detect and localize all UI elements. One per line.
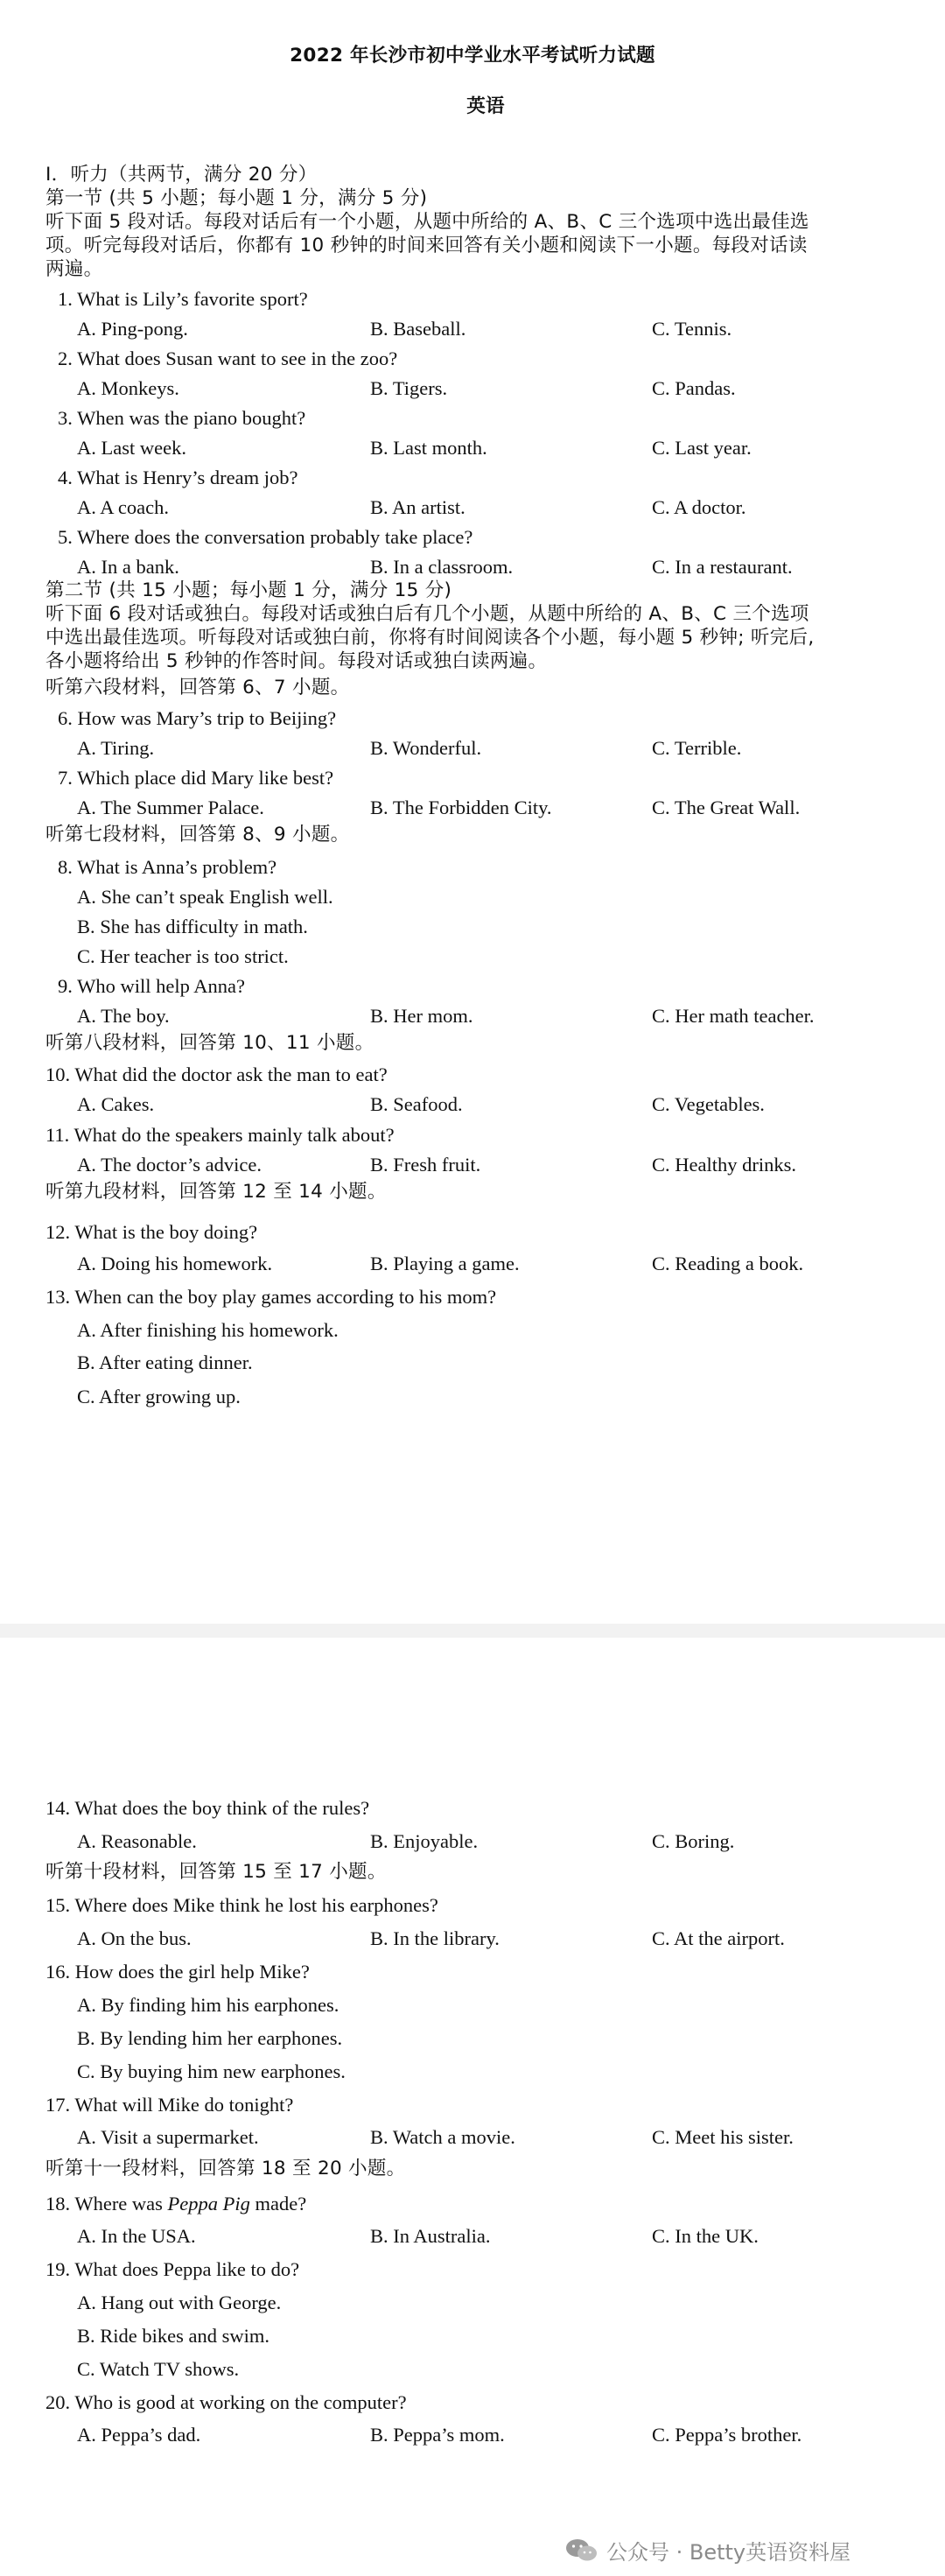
question-3: 3. When was the piano bought? (58, 407, 306, 429)
page-separator (0, 1624, 945, 1638)
option-a: A. The doctor’s advice. (77, 1154, 262, 1176)
material-heading: 听第七段材料，回答第 8、9 小题。 (46, 824, 350, 846)
option-c: C. At the airport. (652, 1927, 785, 1949)
option-b: B. Her mom. (370, 1005, 473, 1027)
option-a: A. Last week. (77, 437, 186, 459)
option-a: A. In a bank. (77, 556, 179, 578)
option-a: A. Tiring. (77, 737, 155, 759)
section-two-instruction-line: 中选出最佳选项。听每段对话或独白前，你将有时间阅读各个小题，每小题 5 秒钟; 听完后, (46, 627, 815, 649)
page-two (0, 1638, 945, 2576)
section-one-instruction-line: 两遍。 (46, 258, 103, 280)
option-a: A. Reasonable. (77, 1830, 197, 1852)
option-a: A. Doing his homework. (77, 1253, 273, 1274)
option-b: B. Ride bikes and swim. (77, 2325, 270, 2347)
option-a: A. On the bus. (77, 1927, 192, 1949)
question-20: 20. Who is good at working on the computer? (46, 2391, 407, 2413)
option-b: B. Peppa’s mom. (370, 2424, 505, 2446)
option-c: C. Her math teacher. (652, 1005, 815, 1027)
option-b: B. By lending him her earphones. (77, 2027, 343, 2049)
option-c: C. Meet his sister. (652, 2126, 794, 2148)
question-13: 13. When can the boy play games according to his mom? (46, 1286, 497, 1308)
question-5: 5. Where does the conversation probably take place? (58, 526, 473, 548)
option-a: A. Cakes. (77, 1093, 155, 1115)
option-b: B. Fresh fruit. (370, 1154, 481, 1176)
question-11: 11. What do the speakers mainly talk about? (46, 1124, 395, 1146)
question-9: 9. Who will help Anna? (58, 975, 245, 997)
option-c: C. Boring. (652, 1830, 735, 1852)
option-b: B. In a classroom. (370, 556, 514, 578)
question-19: 19. What does Peppa like to do? (46, 2258, 300, 2280)
option-c: C. Peppa’s brother. (652, 2424, 802, 2446)
option-c: C. In a restaurant. (652, 556, 793, 578)
question-4: 4. What is Henry’s dream job? (58, 467, 298, 488)
question-10: 10. What did the doctor ask the man to eat? (46, 1063, 388, 1085)
option-b: B. In the library. (370, 1927, 500, 1949)
material-heading: 听第九段材料，回答第 12 至 14 小题。 (46, 1181, 387, 1203)
option-b: B. Enjoyable. (370, 1830, 479, 1852)
section-one-heading: 第一节 (共 5 小题；每小题 1 分，满分 5 分) (46, 187, 428, 209)
material-heading: 听第十一段材料，回答第 18 至 20 小题。 (46, 2158, 406, 2179)
section-two-heading: 第二节 (共 15 小题；每小题 1 分，满分 15 分) (46, 579, 452, 601)
material-heading: 听第十段材料，回答第 15 至 17 小题。 (46, 1861, 387, 1883)
option-b: B. Seafood. (370, 1093, 463, 1115)
option-a: A. In the USA. (77, 2225, 196, 2247)
exam-title: 2022 年长沙市初中学业水平考试听力试题 (290, 45, 655, 67)
section-one-instruction-line: 项。听完每段对话后，你都有 10 秒钟的时间来回答有关小题和阅读下一小题。每段对话读 (46, 235, 808, 256)
question-18-text: 18. Where was (46, 2193, 168, 2215)
option-a: A. Visit a supermarket. (77, 2126, 259, 2148)
option-c: C. Reading a book. (652, 1253, 804, 1274)
option-a: A. The boy. (77, 1005, 170, 1027)
option-c: C. Terrible. (652, 737, 742, 759)
part-heading: I．听力（共两节，满分 20 分） (46, 164, 318, 186)
option-a: A. Ping-pong. (77, 318, 188, 340)
option-b: B. She has difficulty in math. (77, 916, 308, 937)
option-c: C. A doctor. (652, 496, 746, 518)
option-b: B. In Australia. (370, 2225, 491, 2247)
option-c: C. Vegetables. (652, 1093, 765, 1115)
option-c: C. The Great Wall. (652, 797, 801, 818)
option-a: A. Peppa’s dad. (77, 2424, 201, 2446)
option-c: C. After growing up. (77, 1386, 241, 1407)
option-c: C. By buying him new earphones. (77, 2060, 346, 2082)
section-two-instruction-line: 听下面 6 段对话或独白。每段对话或独白后有几个小题，从题中所给的 A、B、C 三个选项 (46, 603, 809, 625)
option-b: B. An artist. (370, 496, 466, 518)
option-c: C. Healthy drinks. (652, 1154, 796, 1176)
question-16: 16. How does the girl help Mike? (46, 1961, 310, 1983)
question-17: 17. What will Mike do tonight? (46, 2094, 294, 2116)
option-a: A. She can’t speak English well. (77, 886, 333, 908)
watermark (564, 2535, 850, 2569)
question-12: 12. What is the boy doing? (46, 1221, 258, 1243)
question-18-text-end: made? (249, 2193, 307, 2215)
option-a: A. A coach. (77, 496, 169, 518)
question-15: 15. Where does Mike think he lost his earphones? (46, 1894, 438, 1916)
section-one-instruction-line: 听下面 5 段对话。每段对话后有一个小题，从题中所给的 A、B、C 三个选项中选出最佳选 (46, 211, 809, 233)
option-b: B. Watch a movie. (370, 2126, 515, 2148)
material-heading: 听第六段材料，回答第 6、7 小题。 (46, 677, 350, 698)
option-c: C. Her teacher is too strict. (77, 945, 289, 967)
option-c: C. In the UK. (652, 2225, 759, 2247)
exam-subject: 英语 (466, 95, 505, 117)
option-b: B. Wonderful. (370, 737, 482, 759)
option-b: B. Baseball. (370, 318, 466, 340)
option-a: A. Hang out with George. (77, 2292, 282, 2313)
option-a: A. By finding him his earphones. (77, 1994, 340, 2016)
option-a: A. After finishing his homework. (77, 1319, 339, 1341)
wechat-icon (564, 2537, 599, 2569)
material-heading: 听第八段材料，回答第 10、11 小题。 (46, 1032, 374, 1054)
option-b: B. Tigers. (370, 377, 448, 399)
option-b: B. Last month. (370, 437, 487, 459)
option-c: C. Tennis. (652, 318, 732, 340)
question-18 (46, 2192, 910, 2216)
question-7: 7. Which place did Mary like best? (58, 767, 334, 789)
option-b: B. The Forbidden City. (370, 797, 552, 818)
question-1: 1. What is Lily’s favorite sport? (58, 288, 308, 310)
watermark-text: 公众号 · Betty英语资料屋 (606, 2540, 851, 2565)
option-c: C. Pandas. (652, 377, 736, 399)
question-14: 14. What does the boy think of the rules? (46, 1797, 370, 1819)
question-8: 8. What is Anna’s problem? (58, 856, 277, 878)
question-6: 6. How was Mary’s trip to Beijing? (58, 707, 337, 729)
program-title: Peppa Pig (167, 2193, 250, 2215)
option-b: B. Playing a game. (370, 1253, 520, 1274)
option-c: C. Last year. (652, 437, 752, 459)
question-2: 2. What does Susan want to see in the zoo? (58, 347, 398, 369)
section-two-instruction-line: 各小题将给出 5 秒钟的作答时间。每段对话或独白读两遍。 (46, 650, 548, 672)
option-c: C. Watch TV shows. (77, 2358, 240, 2380)
option-a: A. Monkeys. (77, 377, 179, 399)
option-a: A. The Summer Palace. (77, 797, 264, 818)
option-b: B. After eating dinner. (77, 1351, 253, 1373)
